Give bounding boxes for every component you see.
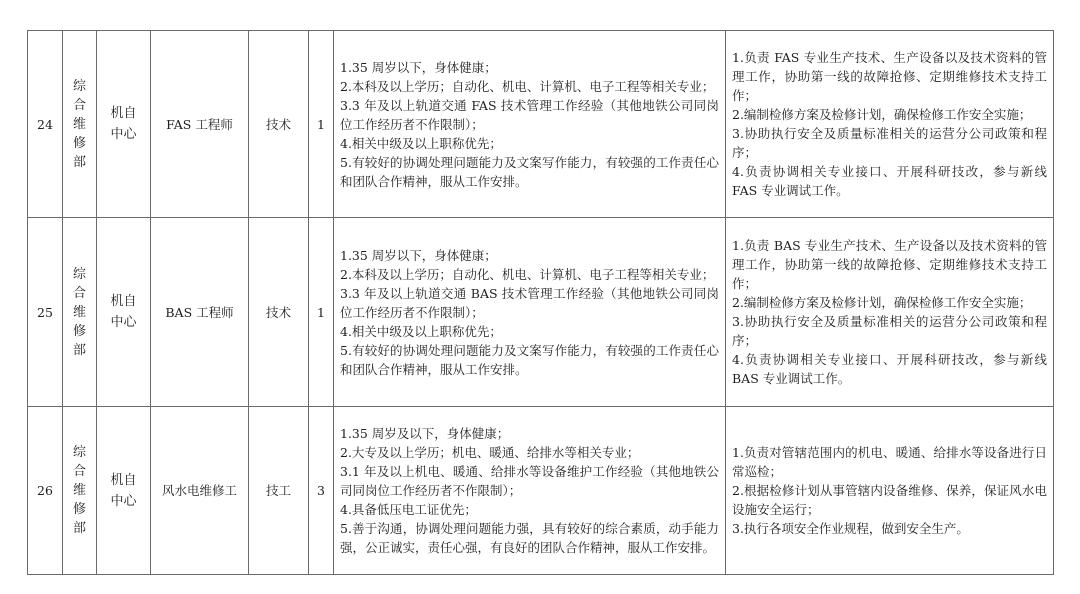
post-title: 风水电维修工 — [151, 407, 249, 575]
post-title: FAS 工程师 — [151, 31, 249, 218]
requirement-line: 2.大专及以上学历；机电、暖通、给排水等相关专业； — [340, 445, 640, 460]
center-cell — [97, 407, 151, 575]
requirement-line: 1.35 周岁及以下，身体健康； — [340, 426, 510, 441]
table-row — [28, 218, 1054, 407]
duty-line: 1.负责 BAS 专业生产技术、生产设备以及技术资料的管理工作，协助第一线的故障抢修、定期维修技术支持工作； — [732, 238, 1047, 291]
requirement-line: 1.35 周岁以下，身体健康； — [340, 247, 497, 263]
requirement-line: 5.有较好的协调处理问题能力及文案写作能力，有较强的工作责任心和团队合作精神，服从工作安排。 — [340, 342, 719, 377]
duty-line: 2.根据检修计划从事管辖内设备维修、保养，保证风水电设施安全运行； — [732, 483, 1047, 517]
headcount: 1 — [309, 31, 334, 218]
department: 综合维修部 — [72, 78, 86, 170]
duty-line: 3.协助执行安全及质量标准相关的运营分公司政策和程序； — [732, 126, 1047, 160]
requirement-line: 2.本科及以上学历；自动化、机电、计算机、电子工程等相关专业； — [340, 266, 715, 282]
center-cell — [97, 218, 151, 407]
requirement-line: 1.35 周岁以下，身体健康； — [340, 59, 497, 75]
center: 机自中心 — [110, 106, 137, 142]
duty-line: 4.负责协调相关专业接口、开展科研技改，参与新线 BAS 专业调试工作。 — [732, 352, 1047, 386]
requirement-line: 4.具备低压电工证优先； — [340, 502, 477, 517]
post-category: 技术 — [249, 218, 309, 407]
center-cell — [97, 31, 151, 218]
duty-line: 1.负责对管辖范围内的机电、暖通、给排水等设备进行日常巡检； — [732, 445, 1047, 479]
requirements-cell — [334, 407, 726, 575]
duty-line: 2.编制检修方案及检修计划，确保检修工作安全实施； — [732, 107, 1032, 122]
duty-line: 2.编制检修方案及检修计划，确保检修工作安全实施； — [732, 295, 1032, 310]
duty-line: 1.负责 FAS 专业生产技术、生产设备以及技术资料的管理工作，协助第一线的故障抢修、定期维修技术支持工作； — [732, 50, 1047, 103]
headcount: 1 — [309, 218, 334, 407]
table-row — [28, 407, 1054, 575]
center: 机自中心 — [110, 294, 137, 330]
requirements-cell — [334, 218, 726, 407]
requirement-line: 3.1 年及以上机电、暖通、给排水等设备维护工作经验（其他地铁公司同岗位工作经历者不作限制）； — [340, 464, 719, 498]
post-category: 技术 — [249, 31, 309, 218]
duties-cell — [726, 218, 1054, 407]
duty-line: 3.执行各项安全作业规程，做到安全生产。 — [732, 521, 969, 536]
requirement-line: 3.3 年及以上轨道交通 FAS 技术管理工作经验（其他地铁公司同岗位工作经历者不作限制）； — [340, 97, 719, 132]
row-number: 24 — [28, 31, 63, 218]
requirements-cell — [334, 31, 726, 218]
requirement-line: 5.有较好的协调处理问题能力及文案写作能力，有较强的工作责任心和团队合作精神，服从工作安排。 — [340, 154, 719, 189]
department-cell — [63, 218, 97, 407]
department-cell — [63, 407, 97, 575]
row-number: 26 — [28, 407, 63, 575]
post-title: BAS 工程师 — [151, 218, 249, 407]
requirement-line: 3.3 年及以上轨道交通 BAS 技术管理工作经验（其他地铁公司同岗位工作经历者不作限制）； — [340, 285, 719, 320]
duty-line: 3.协助执行安全及质量标准相关的运营分公司政策和程序； — [732, 314, 1047, 348]
job-table — [27, 30, 1054, 575]
department-cell — [63, 31, 97, 218]
requirement-line: 5.善于沟通，协调处理问题能力强，具有较好的综合素质，动手能力强，公正诚实，责任心强，有良好的团队合作精神，服从工作安排。 — [340, 521, 719, 555]
requirement-line: 2.本科及以上学历；自动化、机电、计算机、电子工程等相关专业； — [340, 78, 715, 94]
post-category: 技工 — [249, 407, 309, 575]
duties-cell — [726, 31, 1054, 218]
center: 机自中心 — [110, 472, 137, 509]
table-row — [28, 31, 1054, 218]
department: 综合维修部 — [72, 266, 86, 358]
requirement-line: 4.相关中级及以上职称优先； — [340, 135, 502, 151]
requirement-line: 4.相关中级及以上职称优先； — [340, 323, 502, 339]
row-number: 25 — [28, 218, 63, 407]
headcount: 3 — [309, 407, 334, 575]
department: 综合维修部 — [72, 445, 86, 536]
duties-cell — [726, 407, 1054, 575]
duty-line: 4.负责协调相关专业接口、开展科研技改，参与新线 FAS 专业调试工作。 — [732, 164, 1047, 198]
